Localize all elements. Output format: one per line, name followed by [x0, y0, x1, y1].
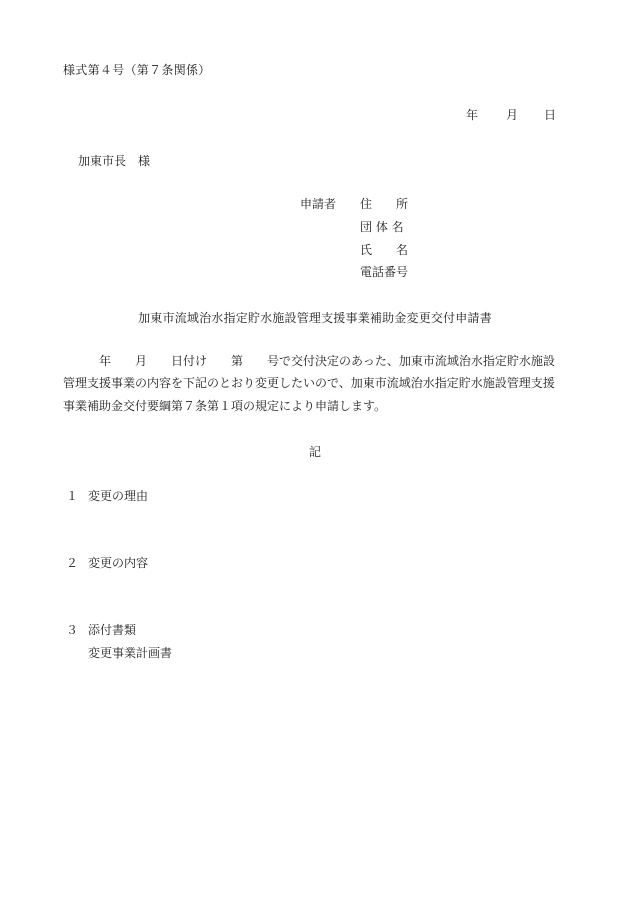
document-title: 加東市流域治水指定貯水施設管理支援事業補助金変更交付申請書: [138, 311, 492, 325]
item-3-number: ３: [66, 623, 79, 637]
body-text-line-2: 管理支援事業の内容を下記のとおり変更したいので、加東市流域治水指定貯水施設管理支援: [63, 376, 555, 390]
name-label: 氏 名: [360, 243, 409, 257]
item-2-label: 変更の内容: [88, 556, 149, 570]
item-2-number: ２: [66, 556, 79, 570]
attachment-item: 変更事業計画書: [88, 646, 173, 660]
applicant-label: 申請者: [300, 197, 337, 211]
organization-label: 団 体 名: [360, 220, 404, 234]
body-text-line-3: 事業補助金交付要綱第７条第１項の規定により申請します。: [63, 399, 387, 413]
item-3-label: 添付書類: [88, 623, 137, 637]
addressee: 加東市長 様: [78, 154, 151, 168]
item-1-number: １: [66, 489, 79, 503]
phone-label: 電話番号: [360, 265, 409, 279]
body-text-line-1: 年 月 日付け 第 号で交付決定のあった、加東市流域治水指定貯水施設: [63, 354, 555, 368]
date-day-label: 日: [544, 108, 557, 122]
form-number: 様式第４号（第７条関係）: [63, 63, 211, 77]
date-year-label: 年: [466, 108, 479, 122]
address-label: 住 所: [360, 197, 409, 211]
date-month-label: 月: [506, 108, 519, 122]
item-1-label: 変更の理由: [88, 489, 149, 503]
ki-heading: 記: [308, 445, 321, 459]
